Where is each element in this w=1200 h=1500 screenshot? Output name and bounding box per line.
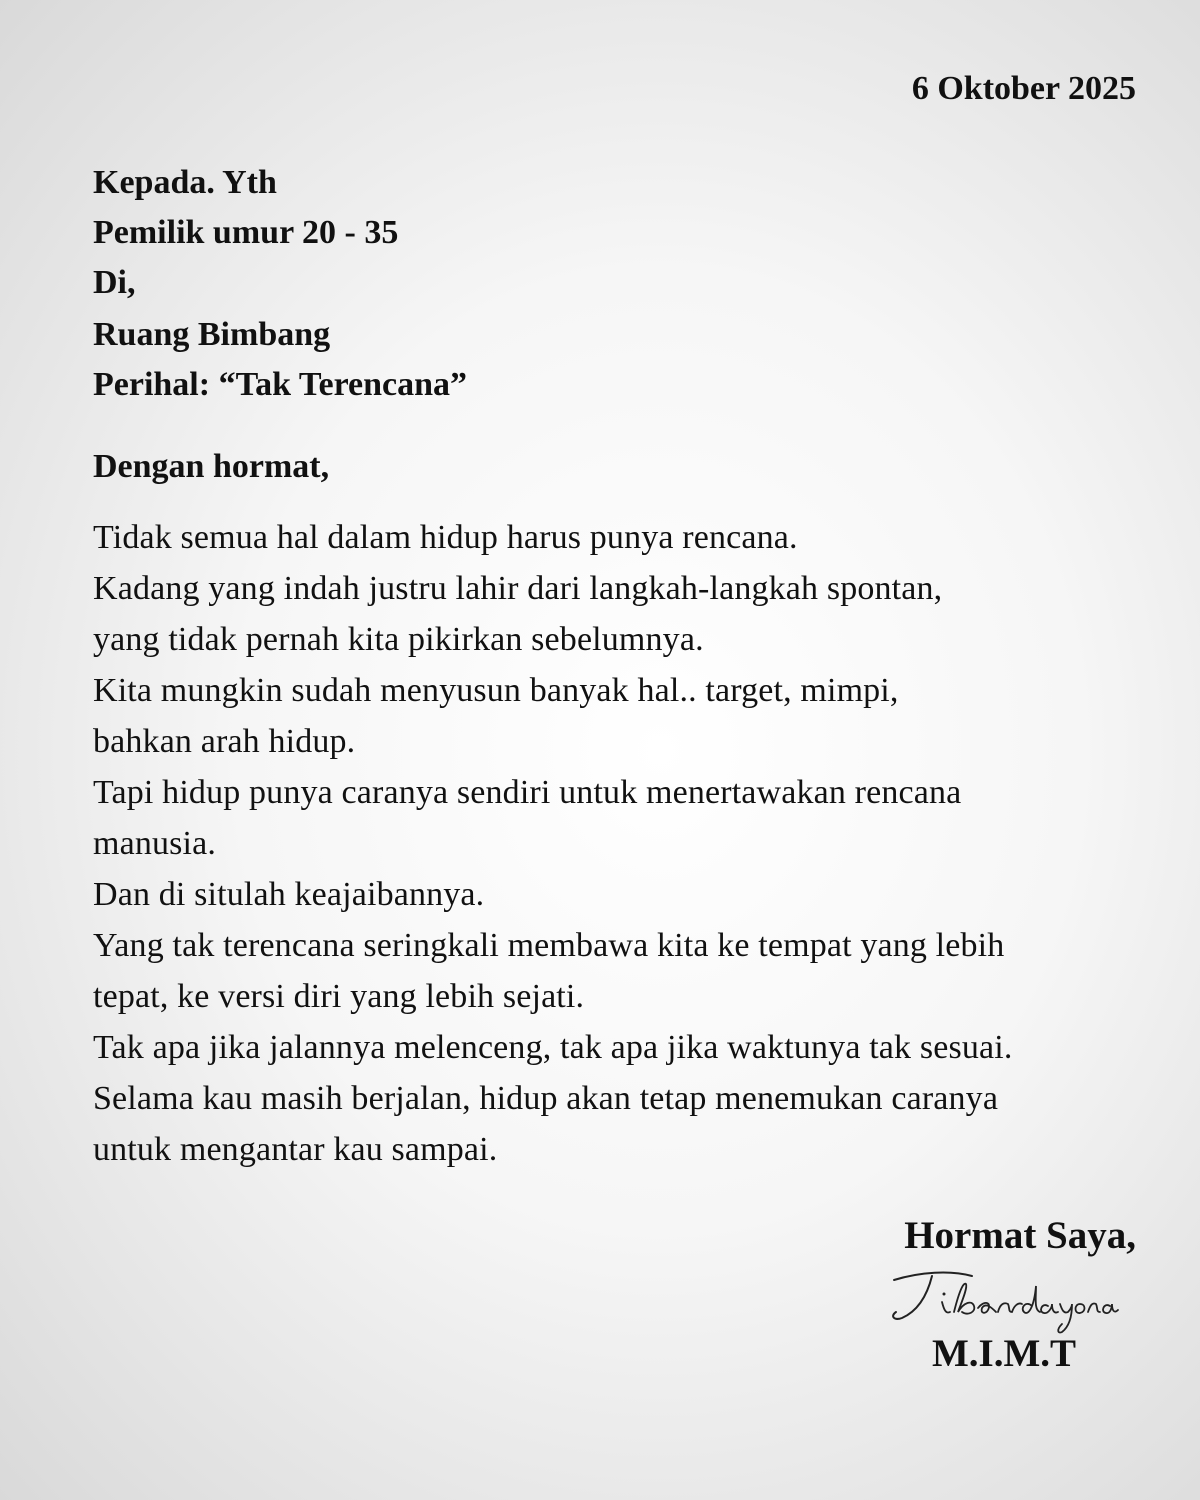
letter-date: 6 Oktober 2025: [911, 70, 1136, 107]
address-line-location: Ruang Bimbang: [93, 316, 331, 353]
address-line-subject: Perihal: “Tak Terencana”: [93, 366, 468, 403]
letter-body: [93, 512, 1153, 1175]
body-line: Tapi hidup punya caranya sendiri untuk menertawakan rencana: [93, 774, 962, 811]
body-line: Kadang yang indah justru lahir dari langkah-langkah spontan,: [93, 570, 943, 607]
body-line: untuk mengantar kau sampai.: [93, 1131, 498, 1168]
signer-name: M.I.M.T: [932, 1332, 1077, 1375]
body-line: Tidak semua hal dalam hidup harus punya rencana.: [93, 519, 798, 556]
closing: Hormat Saya,: [904, 1214, 1136, 1257]
address-line-location-prefix: Di,: [93, 264, 136, 301]
greeting: Dengan hormat,: [93, 448, 330, 485]
body-line: yang tidak pernah kita pikirkan sebelumnya.: [93, 621, 704, 658]
body-line: Tak apa jika jalannya melenceng, tak apa jika waktunya tak sesuai.: [93, 1029, 1013, 1066]
address-line-target: Pemilik umur 20 - 35: [93, 214, 399, 251]
body-line: manusia.: [93, 825, 217, 862]
body-line: bahkan arah hidup.: [93, 723, 356, 760]
body-line: tepat, ke versi diri yang lebih sejati.: [93, 978, 585, 1015]
body-line: Kita mungkin sudah menyusun banyak hal.. target, mimpi,: [93, 672, 899, 709]
body-line: Yang tak terencana seringkali membawa kita ke tempat yang lebih: [93, 927, 1005, 964]
body-line: Dan di situlah keajaibannya.: [93, 876, 485, 913]
body-line: Selama kau masih berjalan, hidup akan tetap menemukan caranya: [93, 1080, 999, 1117]
recipient-address: [93, 158, 467, 410]
address-line-recipient: Kepada. Yth: [93, 164, 277, 201]
